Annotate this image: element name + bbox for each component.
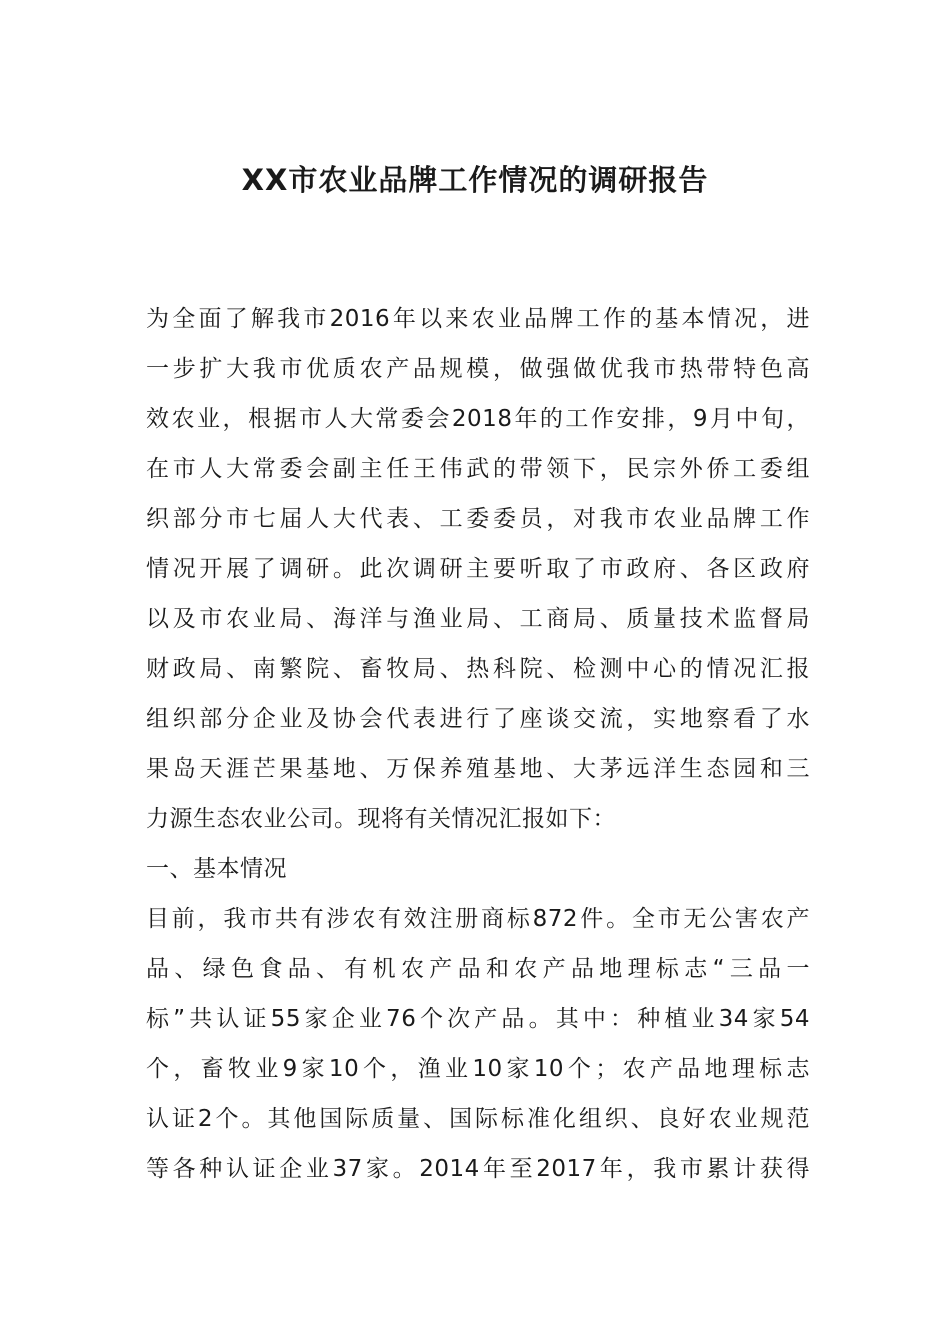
document-body (146, 294, 810, 1194)
body-line: 情况开展了调研。此次调研主要听取了市政府、各区政府 (146, 556, 810, 582)
body-line: 组织部分企业及协会代表进行了座谈交流，实地察看了水 (146, 706, 810, 732)
body-line: 认证2个。其他国际质量、国际标准化组织、良好农业规范 (146, 1106, 810, 1132)
body-line: 品、绿色食品、有机农产品和农产品地理标志“三品一 (146, 956, 810, 982)
body-line: 等各种认证企业37家。2014年至2017年，我市累计获得 (146, 1156, 810, 1182)
body-line: 为全面了解我市2016年以来农业品牌工作的基本情况，进 (146, 306, 810, 332)
section-heading: 一、基本情况 (146, 856, 287, 882)
body-line: 一步扩大我市优质农产品规模，做强做优我市热带特色高 (146, 356, 810, 382)
body-line: 力源生态农业公司。现将有关情况汇报如下： (146, 806, 616, 832)
body-line: 财政局、南繁院、畜牧局、热科院、检测中心的情况汇报 (146, 656, 810, 682)
body-line: 以及市农业局、海洋与渔业局、工商局、质量技术监督局 (146, 606, 810, 632)
document-title: XX市农业品牌工作情况的调研报告 (241, 163, 709, 197)
body-line: 个，畜牧业9家10个，渔业10家10个；农产品地理标志 (146, 1056, 810, 1082)
body-line: 果岛天涯芒果基地、万保养殖基地、大茅远洋生态园和三 (146, 756, 810, 782)
body-line: 织部分市七届人大代表、工委委员，对我市农业品牌工作 (146, 506, 810, 532)
body-line: 在市人大常委会副主任王伟武的带领下，民宗外侨工委组 (146, 456, 810, 482)
body-line: 效农业，根据市人大常委会2018年的工作安排，9月中旬， (146, 406, 810, 432)
body-line: 标”共认证55家企业76个次产品。其中：种植业34家54 (146, 1006, 810, 1032)
body-line: 目前，我市共有涉农有效注册商标872件。全市无公害农产 (146, 906, 810, 932)
